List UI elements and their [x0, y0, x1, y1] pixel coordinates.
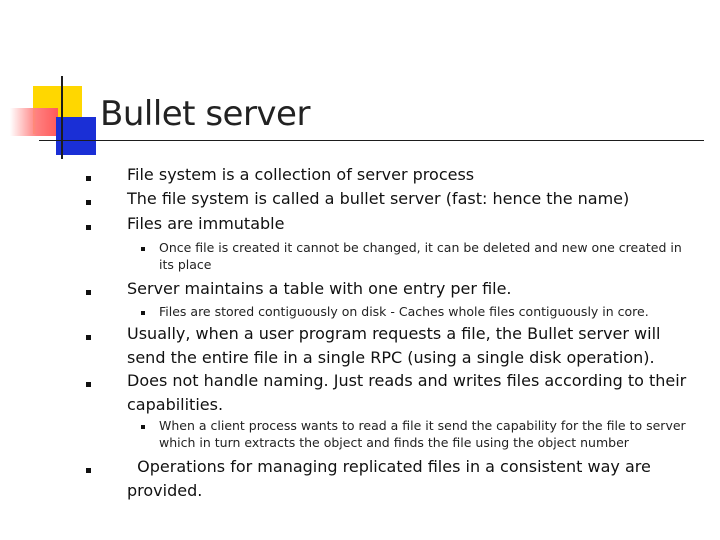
decor-red-square — [10, 108, 58, 136]
bullet-marker — [86, 200, 91, 205]
bullet-marker — [86, 290, 91, 295]
sub-bullet-marker — [141, 247, 145, 251]
decor-vertical-line — [61, 76, 63, 159]
sub-bullet-text: Once file is created it cannot be changed, it can be deleted and new one created in its place — [159, 240, 682, 272]
sub-bullet-marker — [141, 311, 145, 315]
bullet-text: Files are immutable — [127, 214, 285, 233]
bullet-marker — [86, 225, 91, 230]
bullet-marker — [86, 176, 91, 181]
sub-bullet-text: Files are stored contiguously on disk - Caches whole files contiguously in core. — [159, 304, 649, 319]
bullet-text: File system is a collection of server process — [127, 165, 475, 184]
bullet-text: Server maintains a table with one entry per file. — [127, 279, 512, 298]
sub-bullet-text: When a client process wants to read a file it send the capability for the file to server which in turn extracts the object and finds the file using the object number — [159, 418, 686, 450]
slide-title: Bullet server — [100, 94, 310, 134]
bullet-marker — [86, 468, 91, 473]
bullet-marker — [86, 382, 91, 387]
bullet-text: Does not handle naming. Just reads and writes files according to their capabilities. — [127, 371, 687, 414]
bullet-marker — [86, 335, 91, 340]
bullet-text: The file system is called a bullet server (fast: hence the name) — [127, 189, 630, 208]
bullet-text: Usually, when a user program requests a file, the Bullet server will send the entire file in a single RPC (using a single disk operation). — [127, 324, 661, 367]
bullet-text: Operations for managing replicated files in a consistent way are provided. — [127, 457, 656, 500]
sub-bullet-marker — [141, 425, 145, 429]
title-underline — [39, 140, 704, 141]
